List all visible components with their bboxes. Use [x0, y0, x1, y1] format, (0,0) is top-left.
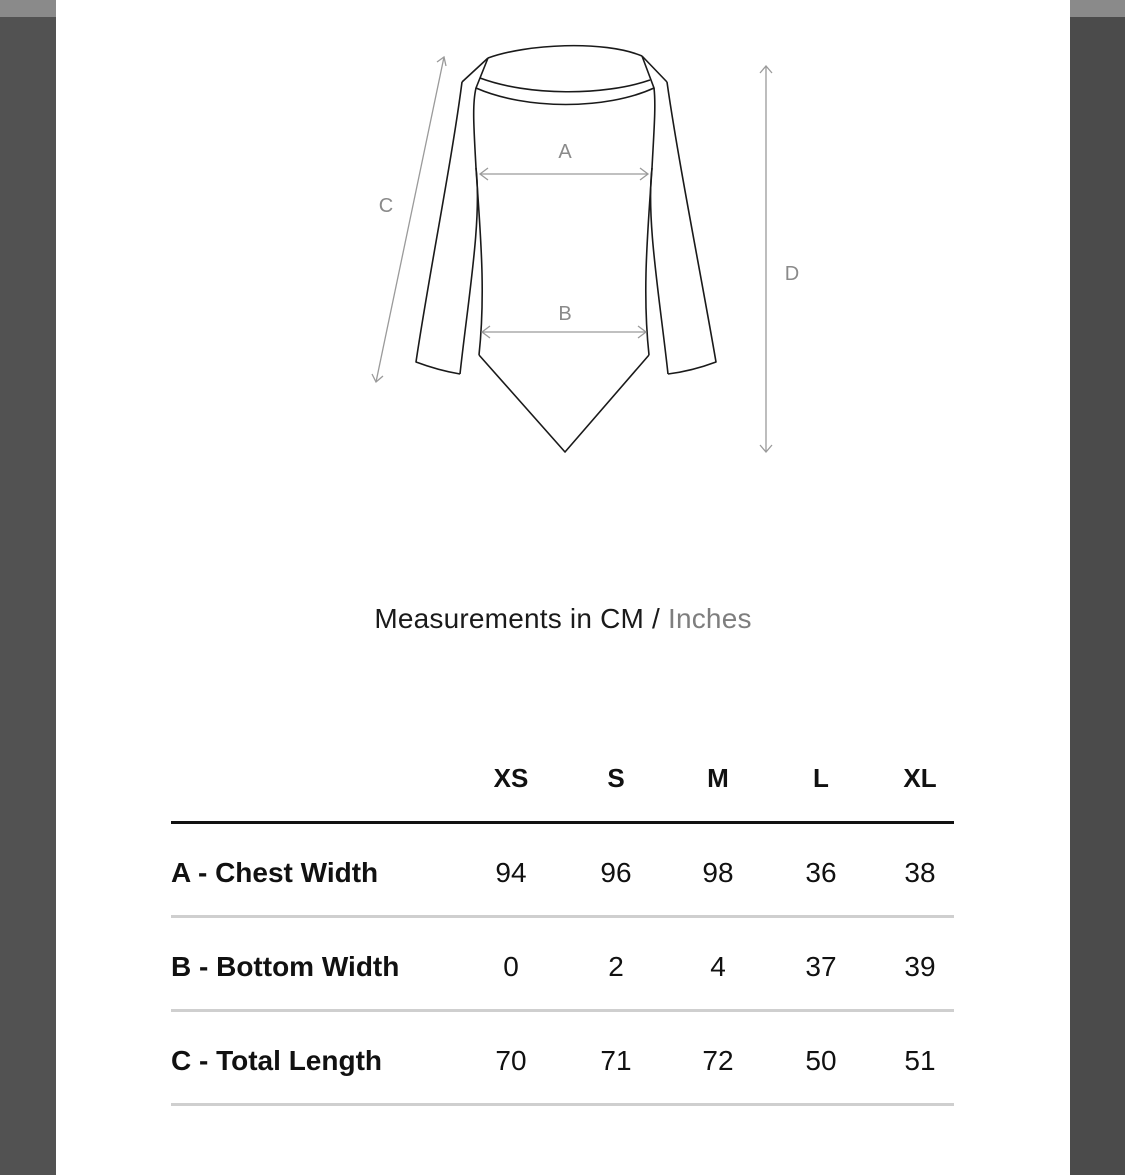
row-label: C - Total Length — [171, 1045, 382, 1076]
garment-outline — [416, 46, 716, 452]
size-head-m: M — [707, 763, 729, 793]
table-row — [171, 1012, 954, 1106]
size-guide-sheet — [56, 0, 1070, 1175]
size-table — [171, 755, 954, 1106]
unit-cm-option[interactable]: Measurements in CM — [374, 603, 645, 634]
table-row — [171, 824, 954, 918]
table-cell: 50 — [805, 1045, 837, 1076]
row-label: A - Chest Width — [171, 857, 379, 888]
size-head-xs: XS — [493, 763, 529, 793]
unit-toggle-heading — [56, 603, 1070, 635]
bodysuit-drawing — [56, 0, 1070, 480]
table-row — [171, 918, 954, 1012]
table-cell: 94 — [495, 857, 527, 888]
unit-inches-option[interactable]: Inches — [667, 603, 752, 634]
table-cell: 98 — [702, 857, 734, 888]
table-cell: 36 — [805, 857, 837, 888]
row-label: B - Bottom Width — [171, 951, 400, 982]
label-a: A — [558, 141, 572, 163]
table-cell: 39 — [904, 951, 936, 982]
size-head-l: L — [813, 763, 829, 793]
label-d: D — [784, 263, 800, 285]
unit-separator: / — [652, 603, 660, 634]
table-cell: 96 — [600, 857, 632, 888]
size-head-xl: XL — [903, 763, 937, 793]
table-cell: 4 — [710, 951, 726, 982]
table-cell: 72 — [702, 1045, 734, 1076]
size-header-row — [171, 755, 954, 824]
table-cell: 51 — [904, 1045, 936, 1076]
table-cell: 2 — [608, 951, 624, 982]
table-cell: 0 — [503, 951, 519, 982]
garment-diagram — [56, 0, 1070, 480]
right-backdrop — [1070, 0, 1125, 1175]
table-cell: 37 — [805, 951, 837, 982]
table-cell: 38 — [904, 857, 936, 888]
size-head-s: S — [607, 763, 625, 793]
label-b: B — [558, 303, 572, 325]
right-backdrop-cap — [1070, 0, 1125, 17]
left-backdrop — [0, 0, 56, 1175]
table-cell: 70 — [495, 1045, 527, 1076]
left-backdrop-cap — [0, 0, 56, 17]
arrow-c — [376, 57, 444, 382]
measurement-arrows — [372, 57, 772, 452]
table-cell: 71 — [600, 1045, 632, 1076]
label-c: C — [378, 195, 394, 217]
